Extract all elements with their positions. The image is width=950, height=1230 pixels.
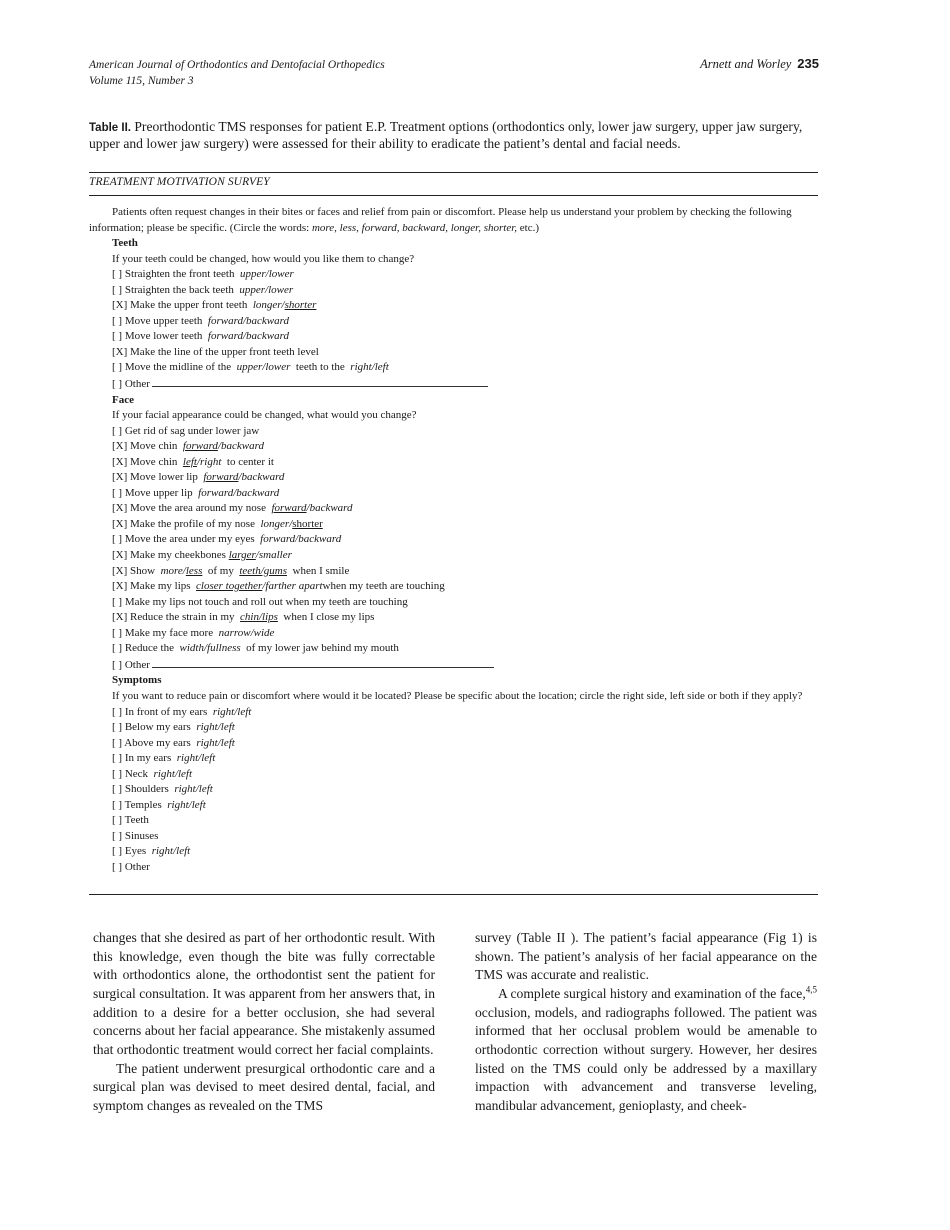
symptom-item <box>89 705 819 721</box>
item-text: Move the midline of the <box>124 361 232 374</box>
item-option-circled: left <box>182 455 197 468</box>
checkbox: [X] <box>112 517 128 530</box>
item-options: right/left <box>196 736 235 749</box>
item-text: Move the area around my nose <box>130 502 266 515</box>
teeth-item <box>89 314 819 330</box>
item-text: Show <box>130 564 156 577</box>
checkbox: [ ] <box>112 268 123 281</box>
item-text: Straighten the back teeth <box>124 283 234 296</box>
body-paragraph: The patient underwent presurgical orthodontic care and a surgical plan was devised to meet desired dental, facial, and symptom changes as revealed on the TMS <box>93 1060 435 1113</box>
checkbox: [ ] <box>112 860 123 873</box>
symptom-item <box>89 844 819 860</box>
item-text: Above my ears <box>124 736 191 749</box>
symptom-item <box>89 751 819 767</box>
checkbox: [ ] <box>112 533 123 546</box>
running-header-right <box>700 56 819 72</box>
face-item <box>89 579 819 595</box>
item-options: /right <box>196 455 222 468</box>
item-text: Make my face more <box>124 626 214 639</box>
survey-body <box>89 205 819 876</box>
teeth-item <box>89 298 819 314</box>
item-options: right/left <box>176 752 216 765</box>
face-item <box>89 564 819 580</box>
survey-title: TREATMENT MOTIVATION SURVEY <box>89 176 270 188</box>
table-top-rule <box>89 172 818 173</box>
face-item <box>89 486 819 502</box>
body-paragraph: changes that she desired as part of her orthodontic result. With this knowledge, even though the bite was fully correctable with orthodontics alone, the orthodontist sent the patient for surgical consultation. It was apparent from her answers that, in addition to a desire for a better occlusion, she had several concerns about her facial appearance. She mistakenly assumed that orthodontic treatment would correct her facial complaints. <box>93 930 435 1057</box>
item-option-circled: teeth/gums <box>239 564 288 577</box>
item-text: Teeth <box>124 814 149 827</box>
table-label: Table II. <box>89 122 131 134</box>
item-text: Temples <box>124 798 162 811</box>
symptom-item <box>89 720 819 736</box>
item-text: Move chin <box>130 440 178 453</box>
item-text: Make my cheekbones <box>130 549 226 562</box>
checkbox: [ ] <box>112 736 123 749</box>
face-item <box>89 626 819 642</box>
item-text: In front of my ears <box>124 705 208 718</box>
item-text: Make my lips <box>130 580 191 593</box>
checkbox: [ ] <box>112 595 123 608</box>
symptom-item <box>89 782 819 798</box>
item-option-circled: shorter <box>292 517 323 530</box>
item-text: Make the upper front teeth <box>130 299 248 312</box>
face-item <box>89 641 819 657</box>
item-option-circled: forward <box>203 471 239 484</box>
item-text: Other <box>124 658 150 671</box>
fill-in-line <box>152 657 494 668</box>
item-options: longer/ <box>260 517 293 530</box>
face-item <box>89 455 819 471</box>
survey-intro-end: etc.) <box>517 221 539 234</box>
face-item <box>89 424 819 440</box>
item-text: Make the line of the upper front teeth level <box>130 345 319 358</box>
checkbox: [ ] <box>112 829 123 842</box>
item-text: Move upper lip <box>124 486 193 499</box>
symptoms-question: If you want to reduce pain or discomfort where would it be located? Please be specific about the location; circle the right side, left side or both if they apply? <box>112 689 803 702</box>
item-options: /backward <box>238 471 285 484</box>
item-options: forward/backward <box>207 314 289 327</box>
checkbox: [X] <box>112 345 128 358</box>
checkbox: [ ] <box>112 752 123 765</box>
symptom-item <box>89 829 819 845</box>
item-text: teeth to the <box>295 361 345 374</box>
item-text: Neck <box>124 767 149 780</box>
teeth-item <box>89 376 819 393</box>
item-text: Move the area under my eyes <box>124 533 255 546</box>
item-options: right/left <box>153 767 193 780</box>
item-text: Make the profile of my nose <box>130 517 255 530</box>
checkbox: [X] <box>112 440 128 453</box>
table-header-rule <box>89 195 818 196</box>
item-options: right/left <box>174 783 213 796</box>
item-options: /smaller <box>255 549 292 562</box>
item-text: of my <box>207 564 234 577</box>
section-heading-symptoms: Symptoms <box>112 674 162 687</box>
checkbox: [ ] <box>112 424 123 437</box>
item-options: right/left <box>196 721 235 734</box>
teeth-item <box>89 345 819 361</box>
author-names: Arnett and Worley <box>700 57 792 71</box>
checkbox: [ ] <box>112 642 123 655</box>
item-options: forward/backward <box>260 533 342 546</box>
item-options: /backward <box>306 502 353 515</box>
body-column-right <box>475 929 817 1116</box>
body-paragraph: survey (Table II ). The patient’s facial appearance (Fig 1) is shown. The patient’s analysis of her facial appearance on the TMS was accurate and realistic. <box>475 930 817 983</box>
item-text: Reduce the <box>124 642 175 655</box>
body-text: A complete surgical history and examination of the face, <box>498 985 806 1001</box>
section-heading-teeth: Teeth <box>112 237 138 250</box>
checkbox: [X] <box>112 611 128 624</box>
teeth-question: If your teeth could be changed, how would you like them to change? <box>112 252 415 265</box>
item-options: /backward <box>217 440 264 453</box>
item-text: of my lower jaw behind my mouth <box>246 642 399 655</box>
checkbox: [ ] <box>112 486 123 499</box>
item-text: Move chin <box>130 455 178 468</box>
item-text: Below my ears <box>124 721 191 734</box>
item-options: right/left <box>151 845 191 858</box>
section-heading-face: Face <box>112 393 134 406</box>
symptom-item <box>89 813 819 829</box>
table-bottom-rule <box>89 894 818 895</box>
symptom-item <box>89 860 819 876</box>
survey-intro-words: more, less, forward, backward, longer, shorter, <box>311 221 518 234</box>
item-text: Shoulders <box>124 783 169 796</box>
item-option-circled: less <box>185 564 203 577</box>
face-item <box>89 517 819 533</box>
face-item <box>89 595 819 611</box>
symptom-item <box>89 736 819 752</box>
face-item <box>89 657 819 674</box>
item-text: Other <box>124 860 150 873</box>
item-text: when my teeth are touching <box>322 580 445 593</box>
face-item <box>89 548 819 564</box>
checkbox: [ ] <box>112 783 123 796</box>
body-paragraph <box>475 985 817 1116</box>
item-text: Move lower lip <box>130 471 198 484</box>
body-text: occlusion, models, and radiographs followed. The patient was informed that her occlusal problem would be amenable to orthodontic correction without surgery. However, her desires listed on the TMS could only be addressed by a maxillary impaction with advancement and transverse leveling, mandibular advancement, genioplasty, and cheek- <box>475 1004 817 1113</box>
checkbox: [X] <box>112 580 128 593</box>
survey-intro <box>89 205 819 236</box>
table-caption <box>89 119 819 151</box>
item-option-circled: larger <box>228 549 256 562</box>
face-item <box>89 532 819 548</box>
item-options: right/left <box>212 705 252 718</box>
item-options: narrow/wide <box>218 626 275 639</box>
checkbox: [ ] <box>112 314 123 327</box>
item-option-circled: shorter <box>284 299 317 312</box>
teeth-item <box>89 267 819 283</box>
body-column-left <box>93 929 435 1116</box>
item-text: Straighten the front teeth <box>124 268 235 281</box>
journal-title: American Journal of Orthodontics and Dentofacial Orthopedics <box>89 59 385 71</box>
survey-intro-text: Patients often request changes in their bites or faces and relief from pain or discomfort. Please help us understand your problem by checking the following information; please be specific. (Circle the words: <box>89 206 792 234</box>
item-option-circled: chin/lips <box>240 611 278 624</box>
item-option-circled: closer together <box>196 580 263 593</box>
checkbox: [X] <box>112 502 128 515</box>
item-options: right/left <box>167 798 206 811</box>
item-text: when I close my lips <box>283 611 375 624</box>
teeth-item <box>89 360 819 376</box>
item-text: Make my lips not touch and roll out when my teeth are touching <box>124 595 408 608</box>
item-options: forward/backward <box>198 486 280 499</box>
page-number: 235 <box>797 56 819 71</box>
checkbox: [X] <box>112 299 128 312</box>
item-text: Eyes <box>124 845 147 858</box>
table-caption-text: Preorthodontic TMS responses for patient E.P. Treatment options (orthodontics only, lower jaw surgery, upper jaw surgery, upper and lower jaw surgery) were assessed for their ability to eradicate the patient’s dental and facial needs. <box>89 119 803 151</box>
item-options: /farther apart <box>262 580 323 593</box>
item-text: Move lower teeth <box>124 330 203 343</box>
item-text: Sinuses <box>124 829 159 842</box>
symptom-item <box>89 767 819 783</box>
item-options: more/ <box>160 564 186 577</box>
checkbox: [ ] <box>112 814 123 827</box>
checkbox: [ ] <box>112 798 123 811</box>
checkbox: [ ] <box>112 283 123 296</box>
item-options: upper/lower <box>240 268 294 281</box>
item-option-circled: forward <box>271 502 307 515</box>
checkbox: [X] <box>112 471 128 484</box>
item-options: upper/lower <box>236 361 291 374</box>
item-option-circled: forward <box>182 440 218 453</box>
item-text: to center it <box>226 455 274 468</box>
item-text: when I smile <box>292 564 350 577</box>
checkbox: [ ] <box>112 658 123 671</box>
checkbox: [X] <box>112 455 128 468</box>
checkbox: [X] <box>112 564 128 577</box>
checkbox: [ ] <box>112 361 123 374</box>
item-text: Reduce the strain in my <box>130 611 235 624</box>
checkbox: [ ] <box>112 378 123 391</box>
item-options: forward/backward <box>207 330 289 343</box>
checkbox: [X] <box>112 549 128 562</box>
face-item <box>89 610 819 626</box>
face-item <box>89 439 819 455</box>
face-item <box>89 501 819 517</box>
teeth-item <box>89 329 819 345</box>
face-item <box>89 470 819 486</box>
checkbox: [ ] <box>112 330 123 343</box>
checkbox: [ ] <box>112 845 123 858</box>
volume-number: Volume 115, Number 3 <box>89 75 194 87</box>
checkbox: [ ] <box>112 626 123 639</box>
teeth-item <box>89 283 819 299</box>
checkbox: [ ] <box>112 705 123 718</box>
item-options: width/fullness <box>179 642 241 655</box>
item-text: Move upper teeth <box>124 314 203 327</box>
checkbox: [ ] <box>112 721 123 734</box>
citation-ref: 4,5 <box>805 984 817 995</box>
face-question: If your facial appearance could be changed, what would you change? <box>112 409 417 422</box>
checkbox: [ ] <box>112 767 123 780</box>
item-text: Other <box>124 378 150 391</box>
fill-in-line <box>152 376 488 387</box>
item-options: longer/ <box>252 299 285 312</box>
item-options: upper/lower <box>239 283 294 296</box>
item-text: In my ears <box>124 752 172 765</box>
symptom-item <box>89 798 819 814</box>
item-options: right/left <box>350 361 389 374</box>
running-header-left <box>89 57 385 89</box>
item-text: Get rid of sag under lower jaw <box>124 424 260 437</box>
